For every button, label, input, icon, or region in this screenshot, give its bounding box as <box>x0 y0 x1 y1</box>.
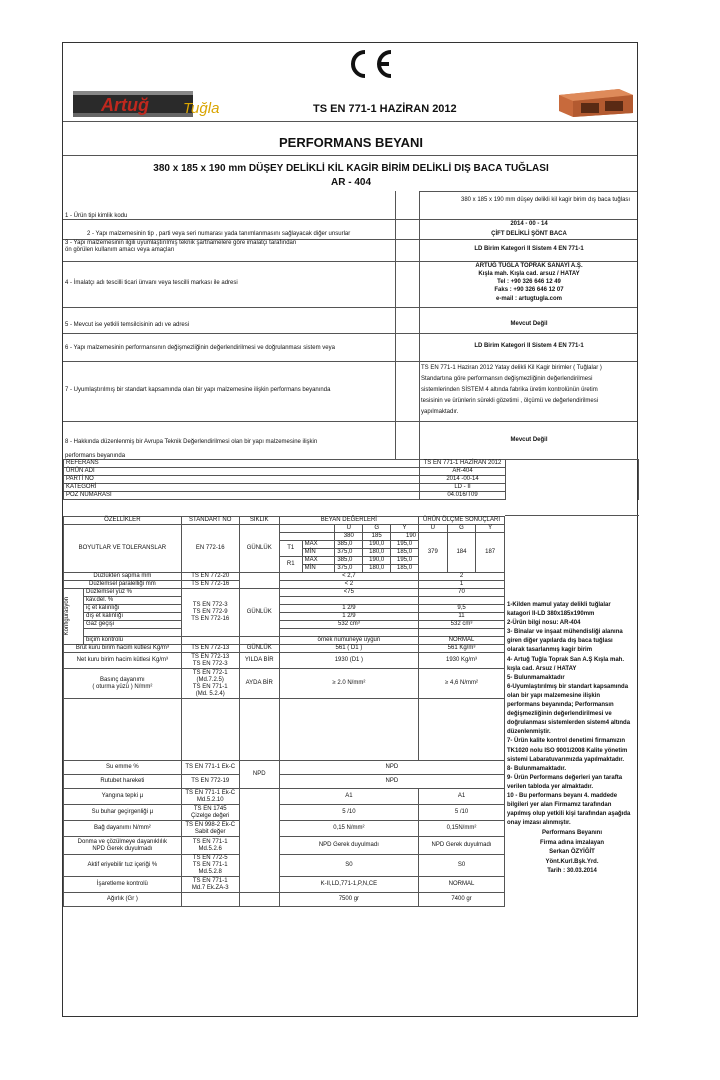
item-7-line2: Standartına göre performansın değişmezliğinin değerlendirilmesi <box>421 376 593 382</box>
bag-std: TS EN 998-2 Ek-C <box>185 821 236 828</box>
note-line: TK1020 nolu ISO 9001/2008 Kalite yönetim <box>507 747 628 754</box>
net-label: Net kuru birim hacim kütlesi Kg/m³ <box>64 653 182 669</box>
notes-list <box>507 601 637 828</box>
measured-y: 187 <box>476 533 505 573</box>
nominal-y: 190 <box>391 533 419 541</box>
ref-value: 04.016/T09 <box>420 492 506 500</box>
r1-max-y: 195,0 <box>391 557 419 565</box>
item-7-line3: sistemlerinden SİSTEM 4 altında fabrika üretim kontrolünün üretim <box>421 387 598 393</box>
buhar-decl: 5 /10 <box>279 805 418 821</box>
item-4-line1: ARTUĞ TUGLA TOPRAK SANAYİ A.Ş. <box>475 263 583 269</box>
agirlik-label: Ağırlık (Gr ) <box>64 893 182 907</box>
basinc-std: (Md. 5.2.4) <box>195 690 225 697</box>
r1-min-y: 185,0 <box>391 565 419 573</box>
yangin-std: TS EN 771-1 Ek-C <box>185 789 236 796</box>
r1-min-g: 180,0 <box>363 565 391 573</box>
item-7-line4: tesisinin ve ürünlerin sürekli gözetimi , ölçümü ve değerlendirilmesi <box>421 398 599 404</box>
properties-table <box>63 516 505 907</box>
item-3-value: LD Birim Kategori II Sistem 4 EN 771-1 <box>474 246 584 252</box>
r1-min-label: MİN <box>302 565 335 573</box>
config-freq: GÜNLÜK <box>239 589 279 637</box>
paralel-meas: 1 <box>419 581 505 589</box>
bag-label: Bağ dayanımı N/mm² <box>64 821 182 837</box>
reference-table <box>63 459 639 500</box>
note-line: 2-Ürün bilgi nosu: AR-404 <box>507 620 581 627</box>
config-std: TS EN 772-16 <box>191 616 230 622</box>
buhar-std: TS EN 1745 <box>193 805 227 812</box>
product-title: 380 x 185 x 190 mm DÜŞEY DELİKLİ KİL KAGİR BİRİM DELİKLİ DIŞ BACA TUĞLASI <box>153 163 549 174</box>
rutubet-label: Rutubet hareketi <box>64 775 182 789</box>
brut-meas: 561 Kg/m³ <box>419 645 505 653</box>
dims-std: EN 772-16 <box>181 525 239 573</box>
svg-text:Artuğ: Artuğ <box>101 95 149 115</box>
item-3-label: 3 - Yapı malzemesinin ilgili uyumlaştırılmış teknik şartnamelere göre imalatçı tarafından <box>65 240 297 246</box>
olcum-g: G <box>447 525 476 533</box>
isaret-std: TS EN 771-1 <box>192 877 228 884</box>
config-meas: NORMAL <box>419 637 505 645</box>
item-8-value: Mevcut Değil <box>510 437 548 443</box>
note-line: olarak tasarlanmış kagir birim <box>507 647 593 654</box>
bag-decl: 0,15 N/mm² <box>279 821 418 837</box>
r1-max-g: 190,0 <box>363 557 391 565</box>
rutubet-decl: NPD <box>279 775 504 789</box>
item-4-line3: Tel : +90 326 646 12 49 <box>497 279 561 285</box>
donma-label2: NPD Gerek duyulmadı <box>92 845 153 852</box>
item-8-label2: performans beyanında <box>65 453 126 459</box>
bag-std: Sabit değer <box>194 828 226 835</box>
ref-label: POZ NUMARASI <box>64 492 420 500</box>
item-2-value2: ÇİFT DELİKLİ ŞÖNT BACA <box>491 231 567 237</box>
item-1-label: 1 - Ürün tipi kimlik kodu <box>65 213 128 219</box>
config-row-label: biçim kontrolü <box>84 637 182 645</box>
olcum-u: U <box>419 525 448 533</box>
note-line: performans beyanında; Performansın <box>507 702 614 709</box>
item-5-label: 5 - Mevcut ise yetkili temsilcisinin adı ve adresi <box>65 322 190 328</box>
note-line: 6-Uyumlaştırılmış bir standart kapsamında <box>507 683 629 690</box>
duzluk-meas: 2 <box>419 573 505 581</box>
donma-std: Md.5.2.6 <box>198 845 222 852</box>
note-line: bilgileri yer alan Firmamız tarafından <box>507 802 612 809</box>
note-line: olan bir yapı malzemesine ilişkin <box>507 692 601 699</box>
dims-freq: GÜNLÜK <box>239 525 279 573</box>
agirlik-meas: 7400 gr <box>419 893 505 907</box>
beyan-y: Y <box>391 525 419 533</box>
item-7-line1: TS EN 771-1 Haziran 2012 Yatay delikli Kil Kagir birimler ( Tuğlalar ) <box>421 365 602 371</box>
aktif-label: Aktif eriyebilir tuz içeriği <box>87 862 151 868</box>
config-meas: 70 <box>419 589 505 597</box>
measured-g: 184 <box>447 533 476 573</box>
note-line: yapılmış olup yetkili kişi tarafından aşağıda <box>507 811 631 818</box>
note-line: 3- Binalar ve inşaat mühendisliği alanına <box>507 629 623 636</box>
item-8-label: 8 - Hakkında düzenlenmiş bir Avrupa Teknik Değerlendirilmesi olan bir yapı malzemesine ilişkin <box>65 439 318 445</box>
brut-decl: 561 ( D1 ) <box>279 645 418 653</box>
isaret-decl: K-II,LD,771-1,P,N,CE <box>279 877 418 893</box>
config-std: TS EN 772-9 <box>192 609 228 615</box>
note-line: 5- Bulunmamaktadır <box>507 674 565 681</box>
note-line: 7- Ürün kalite kontrol denetimi firmamızın <box>507 738 626 745</box>
su-emme-label: Su emme % <box>64 761 182 775</box>
buhar-std: Çizelge değeri <box>191 812 230 819</box>
config-decl: 1 2/9 <box>279 605 418 613</box>
config-row-label: Gaz geçişi <box>84 621 182 629</box>
t1-max-g: 190,0 <box>363 541 391 549</box>
r1-label: R1 <box>279 557 302 573</box>
artug-logo <box>73 87 243 121</box>
basinc-std: TS EN 771-1 <box>192 683 228 690</box>
t1-max-y: 195,0 <box>391 541 419 549</box>
nominal-u: 380 <box>335 533 363 541</box>
col-header-olcum: ÜRÜN ÖLÇME SONUÇLARI <box>419 517 505 525</box>
aktif-meas: S0 <box>419 855 505 877</box>
paralel-std: TS EN 772-16 <box>181 581 239 589</box>
ref-value: 2014 -00-14 <box>420 476 506 484</box>
beyan-g: G <box>363 525 391 533</box>
signature-line: Serkan ÖZYİĞİT <box>549 849 595 855</box>
item-2-value: 2014 - 00 - 14 <box>510 221 548 227</box>
su-emme-freq: NPD <box>239 761 279 789</box>
ref-value: AR-404 <box>420 468 506 476</box>
paralel-label: Düzlemsel paralelliği mm <box>64 581 182 589</box>
r1-min-u: 375,0 <box>335 565 363 573</box>
mu-symbol: µ <box>139 793 144 799</box>
config-row-label: dış et kalınlığı <box>84 613 182 621</box>
config-decl: <75 <box>279 589 418 597</box>
item-1-value: 380 x 185 x 190 mm düşey delikli kil kagir birim dış baca tuğlası <box>461 197 631 203</box>
config-meas: 11 <box>419 613 505 621</box>
item-4-label: 4 - İmalatçı adı tescilli ticari ünvanı veya tescilli markası ile adresi <box>65 280 238 286</box>
bag-meas: 0,15N/mm² <box>419 821 505 837</box>
r1-max-u: 385,0 <box>335 557 363 565</box>
duzluk-std: TS EN 772-20 <box>181 573 239 581</box>
note-line: 9- Ürün Performans değerleri yan tarafta <box>507 774 623 781</box>
donma-label: Donma ve çözülmeye dayanıklılık <box>77 838 168 845</box>
config-row-label: Düzlemsel yüz % <box>84 589 182 597</box>
config-std: TS EN 772-3 <box>192 602 228 608</box>
aktif-std: TS EN 772-5 <box>192 855 228 861</box>
basinc-freq: AYDA BİR <box>239 669 279 699</box>
item-7-line5: yapılmaktadır. <box>421 409 459 415</box>
basinc-label: Basınç dayanımı <box>100 676 145 683</box>
t1-min-g: 180,0 <box>363 549 391 557</box>
buhar-meas: 5 /10 <box>419 805 505 821</box>
note-line: doğrulanması sistemlerden sistem4 altında <box>507 720 631 727</box>
beyan-u: U <box>335 525 363 533</box>
basinc-decl: ≥ 2.0 N/mm² <box>279 669 418 699</box>
item-6-label: 6 - Yapı malzemesinin performansının değişmezliğinin değerlendirilmesi ve doğrulanması sistem veya <box>65 345 335 351</box>
config-decl: 1 2/9 <box>279 613 418 621</box>
su-emme-decl: NPD <box>279 761 504 775</box>
config-meas: 9,5 <box>419 605 505 613</box>
product-code: AR - 404 <box>330 177 371 188</box>
note-line: değişmezliğinin değerlendirilmesi ve <box>507 711 612 718</box>
basinc-label2: ( oturma yüzü ) N/mm² <box>92 683 153 690</box>
net-std: TS EN 772-3 <box>192 660 228 667</box>
t1-min-label: MİN <box>302 549 335 557</box>
donma-std: TS EN 771-1 <box>192 838 228 845</box>
yangin-label: Yangına tepki <box>101 793 138 799</box>
standard-heading: TS EN 771-1 HAZİRAN 2012 <box>313 103 457 115</box>
basinc-std: (Md.7.2.5) <box>196 676 224 683</box>
signature-line: Tarih : 30.03.2014 <box>547 868 597 874</box>
paralel-decl: < 2 <box>279 581 418 589</box>
note-line: 8- Bulunmamaktadır. <box>507 765 567 772</box>
isaret-label: İşaretleme kontrolü <box>64 877 182 893</box>
percent-symbol: % <box>151 862 158 868</box>
signature-line: Performans Beyanını <box>541 830 603 836</box>
page-title: PERFORMANS BEYANI <box>279 135 423 150</box>
ref-label: PARTİ NO <box>64 476 420 484</box>
brut-freq: GÜNLÜK <box>239 645 279 653</box>
measured-u: 379 <box>419 533 448 573</box>
col-header-siklik: SIKLIK <box>239 517 279 525</box>
t1-min-y: 185,0 <box>391 549 419 557</box>
aktif-std: TS EN 771-1 <box>192 862 228 868</box>
item-4-line2: Kışla mah. Kışla cad. arsuz / HATAY <box>478 271 580 277</box>
ref-value: LD - II <box>420 484 506 492</box>
net-decl: 1930 (D1 ) <box>279 653 418 669</box>
yangin-meas: A1 <box>419 789 505 805</box>
note-line: giren diğer yapılarda dış baca tuğlası <box>507 638 613 645</box>
ref-label: ÜRÜN ADI <box>64 468 420 476</box>
olcum-y: Y <box>476 525 505 533</box>
signature-line: Yönt.Kurl.Bşk.Yrd. <box>545 858 599 865</box>
note-line: onay imzası alınmıştır. <box>507 820 571 827</box>
note-line: 4- Artuğ Tuğla Toprak San A.Ş Kışla mah. <box>507 656 625 663</box>
t1-min-u: 375,0 <box>335 549 363 557</box>
col-header-ozellikler: ÖZELLİKLER <box>64 517 182 525</box>
t1-max-label: MAX <box>302 541 335 549</box>
t1-max-u: 385,0 <box>335 541 363 549</box>
yangin-decl: A1 <box>279 789 418 805</box>
col-header-standart: STANDART NO <box>181 517 239 525</box>
net-std: TS EN 772-13 <box>191 653 230 660</box>
agirlik-decl: 7500 gr <box>279 893 418 907</box>
isaret-std: Md.7 Ek.ZA-3 <box>191 884 229 891</box>
note-line: 1-Kilden mamul yatay delikli tuğlalar <box>507 602 611 608</box>
net-freq: YILDA BİR <box>239 653 279 669</box>
note-line: düzenlenmiştir. <box>507 729 551 736</box>
config-meas: 532 cm³ <box>419 621 505 629</box>
aktif-decl: S0 <box>279 855 418 877</box>
net-meas: 1930 Kg/m³ <box>419 653 505 669</box>
dims-label: BOYUTLAR VE TOLERANSLAR <box>64 525 182 573</box>
donma-meas: NPD Gerek duyulmadı <box>419 837 505 855</box>
brut-std: TS EN 772-13 <box>181 645 239 653</box>
item-4-line4: Faks : +90 326 646 12 07 <box>494 287 564 293</box>
signature-block <box>507 829 637 877</box>
item-4-line5: e-mail : artugtugla.com <box>495 296 562 302</box>
isaret-meas: NORMAL <box>419 877 505 893</box>
nominal-g: 185 <box>363 533 391 541</box>
config-decl: örnek numuneye uygun <box>279 637 418 645</box>
note-line: 10 - Bu performans beyanı 4. maddede <box>507 792 618 799</box>
brick-product-image <box>555 83 637 119</box>
item-6-value: LD Birim Kategori II Sistem 4 EN 771-1 <box>474 343 584 349</box>
duzluk-decl: < 2,7 <box>279 573 418 581</box>
item-5-value: Mevcut Değil <box>510 321 548 327</box>
config-label: Konfigürasyon <box>64 597 70 636</box>
item-3-label2: ön görülen kullanım amacı veya amaçları <box>65 247 175 253</box>
item-2-label: 2 - Yapı malzemesinin tip , parti veya seri numarası yada tanımlanmasını sağlayacak diğer unsurlar <box>87 231 351 237</box>
t1-label: T1 <box>279 541 302 557</box>
r1-max-label: MAX <box>302 557 335 565</box>
aktif-std: Md.5.2.8 <box>198 869 222 875</box>
basinc-std: TS EN 772-1 <box>192 669 228 676</box>
ref-label: REFERANS <box>64 460 420 468</box>
col-header-beyan: BEYAN DEĞERLERİ <box>279 517 418 525</box>
note-line: verilen tabloda yer almaktadır. <box>507 783 594 790</box>
brut-label: Brüt kuru birim hacim kütlesi Kg/m³ <box>64 645 182 653</box>
note-line: sistemi Labaratuvarımızda yapılmaktadır. <box>507 756 625 763</box>
config-decl: 532 cm³ <box>279 621 418 629</box>
ref-value: TS EN 771-1 HAZİRAN 2012 <box>420 460 506 468</box>
su-emme-std: TS EN 771-1 Ek-C <box>181 761 239 775</box>
mu-symbol: µ <box>149 809 154 815</box>
ref-label: KATEGORİ <box>64 484 420 492</box>
signature-line: Firma adına imzalayan <box>539 839 605 846</box>
buhar-label: Su buhar geçirgenliği <box>91 809 148 815</box>
ce-mark-icon <box>343 47 413 81</box>
config-row-label: iç et kalınlığı <box>84 605 182 613</box>
rutubet-std: TS EN 772-19 <box>181 775 239 789</box>
yangin-std: Md.5.2.10 <box>196 796 224 803</box>
config-row-label: kav.del. % <box>84 597 182 605</box>
note-line: kışla cad. Arsuz / HATAY <box>507 665 577 672</box>
donma-decl: NPD Gerek duyulmadı <box>279 837 418 855</box>
item-7-label: 7 - Uyumlaştırılmış bir standart kapsamında olan bir yapı malzemesine ilişkin performans beyanında <box>65 387 331 393</box>
svg-text:Tuğla: Tuğla <box>183 100 220 117</box>
note-line: katagori II-LD 380x185x190mm <box>507 611 595 618</box>
duzluk-label: Düzlükten sapma mm <box>64 573 182 581</box>
declaration-page <box>62 42 638 1017</box>
basinc-meas: ≥ 4,6 N/mm² <box>419 669 505 699</box>
